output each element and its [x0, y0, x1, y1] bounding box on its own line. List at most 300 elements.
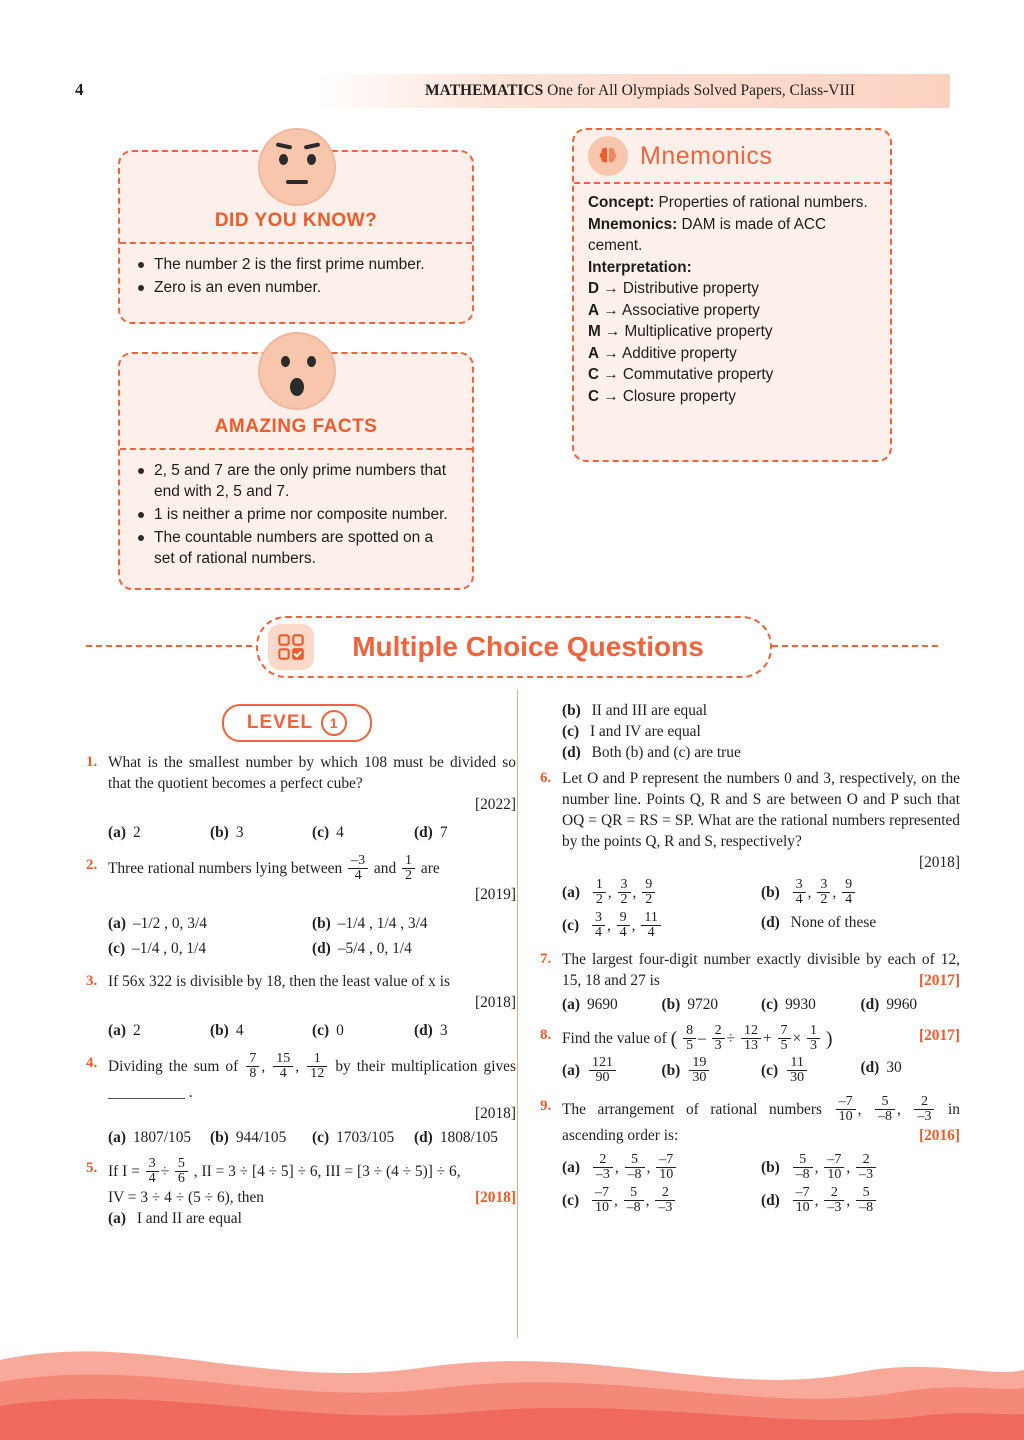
fraction-denominator: 10 [793, 1200, 813, 1215]
fraction [787, 1056, 807, 1085]
fraction [617, 911, 630, 940]
question-number: 7. [540, 951, 552, 967]
option-value: 1807/105 [132, 1129, 192, 1146]
fraction [712, 1024, 725, 1053]
fraction-denominator: 4 [617, 925, 630, 940]
option[interactable] [312, 938, 516, 959]
brain-icon [588, 136, 628, 176]
fraction-denominator: –3 [824, 1200, 844, 1215]
option-value: 3 [439, 1022, 448, 1039]
fraction [592, 911, 605, 940]
questions-left-column [86, 752, 516, 1236]
option[interactable] [210, 1020, 312, 1041]
question-item [540, 1096, 960, 1146]
option-value: –1/4 , 0, 1/4 [132, 940, 207, 957]
question-item [86, 1053, 516, 1124]
question-text-part: Dividing the sum of [108, 1058, 239, 1076]
option-label: (c) [761, 1062, 779, 1080]
mnemonic-line [588, 300, 878, 322]
mnemonic-line [588, 343, 878, 365]
fraction [824, 1153, 844, 1182]
fraction [856, 1153, 876, 1182]
option[interactable] [861, 1057, 961, 1086]
question-year: [2017] [918, 1027, 960, 1044]
fraction [593, 1153, 613, 1182]
option-label: (a) [562, 996, 580, 1013]
option-label: (b) [761, 1159, 780, 1177]
column-divider [517, 690, 518, 1338]
fraction [618, 878, 631, 907]
option[interactable]: (c) $\frac{3}{4}$ , $\frac{9}{4}$ , $\frac{11}{4}$ [562, 912, 761, 941]
mnemonic-line [588, 364, 878, 386]
option-label: (b) [661, 1062, 681, 1080]
mnemonics-text: DAM is made of ACC cement. [588, 215, 827, 254]
fraction [624, 1186, 644, 1215]
question-text-part: If I = [108, 1163, 140, 1181]
question-year: [2018] [918, 854, 960, 871]
question-text-part: The largest four-digit number exactly divisible by each of 12, 15, 18 and 27 is [562, 951, 960, 989]
fraction [836, 1095, 856, 1124]
option[interactable] [662, 1057, 762, 1086]
fraction [817, 878, 830, 907]
option-label: (c) [312, 824, 330, 841]
fraction-denominator: –8 [793, 1167, 813, 1182]
options-row [86, 913, 516, 934]
mnemonics-concept [588, 192, 878, 214]
option[interactable] [108, 822, 210, 843]
fraction-denominator: 2 [402, 868, 415, 883]
option-label: (b) [210, 1129, 229, 1146]
mnemonic-letter: C [588, 387, 600, 405]
fraction [656, 1153, 676, 1182]
fraction-numerator: 2 [661, 1185, 669, 1200]
expression-paren-close: ) [825, 1028, 833, 1050]
header-title [330, 74, 950, 108]
mnemonic-line [588, 386, 878, 408]
option-label: (b) [761, 884, 780, 902]
option-label: (a) [108, 824, 126, 841]
interpretation-label: Interpretation: [588, 258, 692, 276]
option[interactable] [414, 822, 516, 843]
mnemonics-body [574, 184, 890, 417]
option-value: 944/105 [235, 1129, 287, 1146]
level-label: LEVEL [246, 712, 314, 733]
level-number: 1 [321, 710, 347, 736]
mcq-banner-title: Multiple Choice Questions [352, 631, 704, 662]
option-label: (c) [562, 1192, 580, 1210]
options-row [540, 1057, 960, 1086]
fraction-denominator: 4 [641, 925, 660, 940]
question-number: 6. [540, 770, 552, 786]
fraction-numerator: 19 [692, 1055, 707, 1070]
mnemonic-meaning: Closure property [622, 387, 736, 405]
question-number: 4. [86, 1055, 98, 1071]
fraction-numerator: 9 [645, 877, 653, 892]
fraction [689, 1056, 709, 1085]
option-value: –1/2 , 0, 3/4 [132, 915, 207, 932]
fraction-denominator: –3 [856, 1167, 876, 1182]
fraction-denominator: –3 [655, 1200, 675, 1215]
fraction-denominator: 30 [787, 1070, 807, 1085]
fraction-numerator: 2 [830, 1185, 838, 1200]
option-label: (c) [312, 1129, 330, 1146]
fraction [655, 1186, 675, 1215]
concept-label: Concept: [588, 194, 655, 211]
fraction [589, 1056, 616, 1085]
fraction-denominator: 2 [618, 892, 631, 907]
question-number: 9. [540, 1098, 552, 1114]
did-you-know-title: DID YOU KNOW? [214, 210, 378, 231]
question-year: [2022] [474, 796, 516, 813]
fraction-numerator: 2 [920, 1094, 928, 1109]
question-year: [2017] [918, 972, 960, 989]
option-value: 1808/105 [439, 1129, 498, 1146]
fraction-numerator: 5 [630, 1185, 638, 1200]
fraction-denominator: 12 [307, 1066, 327, 1081]
option[interactable] [312, 822, 414, 843]
checklist-icon [268, 624, 314, 670]
thinking-face-icon [258, 128, 336, 206]
options-row [540, 879, 960, 908]
list-item: 2, 5 and 7 are the only prime numbers that end with 2, 5 and 7. [154, 460, 458, 502]
question-text: If I = $\frac{3}{4}$ ÷ $\frac{5}{6}$ , II = 3 ÷ [4 ÷ 5] ÷ 6, III = [3 ÷ (4 ÷ 5)] ÷ 6, [108, 1156, 461, 1186]
question-item [540, 768, 960, 873]
mnemonics-phrase [588, 214, 878, 257]
option-value: 2 [132, 1022, 141, 1039]
did-you-know-divider [120, 242, 472, 244]
fraction-numerator: 15 [276, 1051, 291, 1066]
option[interactable] [108, 913, 312, 934]
fraction [741, 1024, 761, 1053]
fraction-numerator: 7 [249, 1051, 257, 1066]
fraction [856, 1186, 876, 1215]
fraction-numerator: 1 [405, 853, 413, 868]
fraction [246, 1052, 259, 1081]
option-label: (c) [562, 723, 580, 740]
level-badge [222, 704, 372, 742]
fraction-denominator: –3 [914, 1109, 934, 1124]
question-text-part: and [373, 860, 397, 878]
expression-paren-open: ( [670, 1028, 678, 1050]
mnemonic-letter: A [588, 344, 600, 362]
fraction-numerator: –3 [351, 853, 366, 868]
header-title-rest: One for All Olympiads Solved Papers, Class-VIII [547, 82, 855, 99]
options-row [86, 938, 516, 959]
option-value: I and II are equal [136, 1210, 242, 1227]
option[interactable] [210, 1127, 312, 1148]
fraction-numerator: 1 [313, 1051, 321, 1066]
option[interactable]: (b) $\frac{3}{4}$ , $\frac{3}{2}$ , $\frac{9}{4}$ [761, 879, 960, 908]
fraction-numerator: 2 [862, 1152, 870, 1167]
page-header [75, 74, 950, 108]
fraction [914, 1095, 934, 1124]
question-text-part: , II = 3 ÷ [4 ÷ 5] ÷ 6, III = [3 ÷ (4 ÷ 5)] ÷ 6, [193, 1163, 461, 1181]
fraction [683, 1024, 696, 1053]
question-text-part: Three rational numbers lying between [108, 860, 343, 878]
fraction [307, 1052, 327, 1081]
question-line-2 [86, 1187, 516, 1208]
option-value: 30 [886, 1059, 902, 1076]
option-value: II and III are equal [591, 702, 708, 719]
question-item [86, 855, 516, 905]
fraction-numerator: 2 [714, 1023, 722, 1038]
fraction-numerator: 11 [790, 1055, 804, 1070]
option[interactable] [540, 721, 960, 742]
fraction-numerator: 5 [799, 1152, 807, 1167]
option-label: (c) [761, 996, 779, 1013]
question-number: 2. [86, 857, 98, 873]
fraction-numerator: 7 [780, 1023, 788, 1038]
options-row [86, 1020, 516, 1041]
fraction-numerator: –7 [659, 1152, 674, 1167]
fraction-denominator: 4 [842, 892, 855, 907]
option-label: (d) [562, 744, 581, 761]
fraction-numerator: 5 [881, 1094, 889, 1109]
question-item [86, 1158, 516, 1229]
option-label: (a) [108, 1022, 126, 1039]
list-item: The countable numbers are spotted on a set of rational numbers. [154, 527, 458, 569]
fraction-denominator: 90 [589, 1070, 616, 1085]
fraction-denominator: 10 [656, 1167, 676, 1182]
option-label: (d) [761, 1192, 780, 1210]
list-item: The number 2 is the first prime number. [154, 254, 458, 275]
arrow-icon: → [603, 280, 619, 297]
fraction-denominator: 10 [824, 1167, 844, 1182]
option[interactable]: (d) $\frac{-7}{10}$ , $\frac{2}{-3}$ , $\frac{5}{-8}$ [761, 1187, 960, 1216]
options-row [86, 1127, 516, 1148]
fraction-numerator: 11 [644, 910, 658, 925]
fraction [641, 911, 660, 940]
page-number: 4 [75, 80, 84, 99]
fraction-numerator: –7 [795, 1185, 810, 1200]
questions-right-column [540, 700, 960, 1220]
option[interactable] [108, 938, 312, 959]
option[interactable] [210, 822, 312, 843]
question-item [86, 752, 516, 815]
fraction-numerator: –7 [827, 1152, 842, 1167]
mnemonics-title: Mnemonics [640, 141, 773, 170]
fraction-numerator: 3 [795, 877, 803, 892]
question-number: 3. [86, 973, 98, 989]
option[interactable]: (c) $\frac{-7}{10}$ , $\frac{5}{-8}$ , $\frac{2}{-3}$ [562, 1187, 761, 1216]
question-number: 8. [540, 1027, 552, 1043]
fraction [793, 1186, 813, 1215]
concept-text: Properties of rational numbers. [658, 194, 868, 211]
fraction-denominator: –8 [625, 1167, 645, 1182]
option-value: 9930 [785, 996, 816, 1013]
fraction [842, 878, 855, 907]
option[interactable] [562, 994, 662, 1015]
option-label: (b) [210, 824, 229, 841]
fraction-numerator: 1 [810, 1023, 818, 1038]
question-text-part: IV = 3 ÷ 4 ÷ (5 ÷ 6), then [108, 1189, 264, 1206]
option[interactable] [108, 1020, 210, 1041]
option-label: (c) [312, 1022, 330, 1039]
option[interactable] [861, 994, 961, 1015]
header-title-bold: MATHEMATICS [425, 82, 544, 99]
question-item [86, 971, 516, 1013]
option-label: (d) [414, 1129, 433, 1146]
option-label: (d) [414, 824, 433, 841]
option[interactable]: (b) $\frac{5}{-8}$ , $\frac{-7}{10}$ , $\frac{2}{-3}$ [761, 1154, 960, 1183]
option-value: 1703/105 [336, 1129, 395, 1146]
options-row [540, 1154, 960, 1183]
option-label: (b) [312, 915, 331, 932]
arrow-icon: → [605, 323, 621, 340]
option-value: I and IV are equal [589, 723, 701, 740]
mnemonic-meaning: Multiplicative property [624, 323, 773, 340]
arrow-icon: → [603, 366, 619, 383]
fraction-numerator: 5 [862, 1185, 870, 1200]
options-row [540, 912, 960, 941]
fraction-numerator: –7 [838, 1094, 853, 1109]
option-value: None of these [790, 914, 877, 931]
option[interactable] [562, 1057, 662, 1086]
fraction-denominator: 3 [712, 1038, 725, 1053]
fraction [778, 1024, 791, 1053]
fraction [875, 1095, 895, 1124]
fraction-numerator: 1 [595, 877, 603, 892]
question-text: Find the value of ( $\frac{8}{5}$ – $\frac{2}{3}$ ÷ $\frac{12}{13}$ + $\frac{7}{5}$ × $\frac{1}{3}$ ) [2017] [562, 1023, 960, 1053]
question-year: [2018] [474, 994, 516, 1011]
fraction-denominator: 5 [778, 1038, 791, 1053]
banner-rule-right [762, 645, 938, 647]
fraction-numerator: 121 [591, 1055, 613, 1070]
question-text: Dividing the sum of $\frac{7}{8}$ , $\frac{15}{4}$ , $\frac{1}{12}$ by their multiplication gives __________ . [108, 1051, 516, 1101]
amazing-facts-title: AMAZING FACTS [214, 416, 378, 437]
fraction [793, 1153, 813, 1182]
option-value: Both (b) and (c) are true [591, 744, 741, 761]
mnemonics-box [572, 128, 892, 462]
mnemonic-meaning: Additive property [622, 344, 737, 362]
options-row [540, 994, 960, 1015]
fraction-numerator: 12 [743, 1023, 758, 1038]
arrow-icon: → [603, 387, 619, 405]
mnemonic-letter: A [588, 301, 600, 319]
interpretation-label-row [588, 257, 878, 279]
fraction [402, 854, 415, 883]
list-item: Zero is an even number. [154, 277, 458, 298]
fraction [625, 1153, 645, 1182]
fraction-numerator: 2 [599, 1152, 607, 1167]
option[interactable] [86, 1208, 516, 1229]
fraction-denominator: 4 [146, 1171, 159, 1186]
mnemonics-header [574, 130, 890, 182]
mnemonic-meaning: Commutative property [622, 366, 774, 383]
fraction-denominator: –3 [593, 1167, 613, 1182]
option-label: (a) [562, 884, 580, 902]
mnemonic-line [588, 321, 878, 343]
amazing-facts-divider [120, 448, 472, 450]
fraction-numerator: 9 [619, 910, 627, 925]
option-label: (b) [562, 702, 581, 719]
list-item: 1 is neither a prime nor composite number. [154, 504, 458, 525]
question-text-part: The arrangement of rational numbers [562, 1101, 822, 1119]
option-label: (b) [210, 1022, 229, 1039]
question-text: What is the smallest number by which 108 must be divided so that the quotient becomes a perfect cube? [108, 754, 516, 792]
question-text-part: Find the value of [562, 1030, 667, 1048]
option-value: 2 [132, 824, 141, 841]
fraction [593, 878, 606, 907]
option[interactable] [540, 742, 960, 763]
mnemonics-label: Mnemonics: [588, 215, 678, 233]
question-text [540, 949, 960, 991]
option-label: (d) [860, 1059, 880, 1076]
fraction-denominator: 10 [836, 1109, 856, 1124]
question-year: [2018] [474, 1105, 516, 1122]
question-text-part: in ascending order is: [562, 1101, 960, 1144]
option[interactable] [108, 1127, 210, 1148]
option-label: (d) [414, 1022, 433, 1039]
option-label: (d) [860, 996, 880, 1013]
fraction [175, 1157, 188, 1186]
question-text-part: by their multiplication gives __________ . [108, 1058, 516, 1101]
option[interactable] [414, 1020, 516, 1041]
fraction-denominator: 30 [689, 1070, 709, 1085]
fraction [592, 1186, 612, 1215]
option[interactable] [312, 913, 516, 934]
option[interactable] [761, 994, 861, 1015]
fraction-numerator: 5 [177, 1156, 185, 1171]
option-label: (a) [108, 915, 126, 932]
fraction-denominator: 2 [817, 892, 830, 907]
options-row [540, 1187, 960, 1216]
option[interactable] [662, 994, 762, 1015]
option[interactable] [761, 912, 960, 941]
fraction-numerator: 5 [631, 1152, 639, 1167]
fraction-denominator: –8 [875, 1109, 895, 1124]
fraction-denominator: 4 [348, 868, 368, 883]
mnemonic-meaning: Associative property [622, 301, 760, 319]
fraction [642, 878, 655, 907]
fraction-denominator: 3 [807, 1038, 820, 1053]
fraction-denominator: 10 [592, 1200, 612, 1215]
option-label: (d) [312, 940, 331, 957]
option[interactable] [540, 700, 960, 721]
mnemonic-letter: C [588, 366, 600, 383]
option-label: (a) [562, 1159, 580, 1177]
option[interactable] [312, 1127, 414, 1148]
option[interactable] [312, 1020, 414, 1041]
option[interactable]: (a) $\frac{2}{-3}$ , $\frac{5}{-8}$ , $\frac{-7}{10}$ [562, 1154, 761, 1183]
option[interactable] [761, 1057, 861, 1086]
fraction-numerator: 8 [686, 1023, 694, 1038]
option-value: –1/4 , 1/4 , 3/4 [337, 915, 428, 932]
banner-rule-left [86, 645, 262, 647]
option-value: 4 [336, 824, 344, 841]
mnemonic-letter: M [588, 323, 601, 340]
option-value: 0 [336, 1022, 344, 1039]
question-year: [2018] [474, 1189, 516, 1206]
fraction [807, 1024, 820, 1053]
question-item [540, 1025, 960, 1054]
question-text: Let O and P represent the numbers 0 and 3, respectively, on the number line. Points Q, R and S are between O and P such that OQ = QR = RS = SP. What are the rational numbers represented by the points Q, R and S, respectively? [562, 770, 960, 850]
option-label: (a) [108, 1129, 126, 1146]
option[interactable]: (a) $\frac{1}{2}$ , $\frac{3}{2}$ , $\frac{9}{2}$ [562, 879, 761, 908]
fraction-numerator: 3 [820, 877, 828, 892]
fraction-numerator: –7 [594, 1185, 609, 1200]
option-label: (b) [661, 996, 681, 1013]
fraction-numerator: 9 [845, 877, 853, 892]
option[interactable] [414, 1127, 516, 1148]
fraction [146, 1157, 159, 1186]
fraction-numerator: 3 [594, 910, 602, 925]
question-text [86, 855, 516, 884]
question-text-part: are [420, 860, 440, 878]
option-label: (a) [562, 1062, 580, 1080]
option-label: (c) [562, 917, 580, 935]
fraction-denominator: –8 [624, 1200, 644, 1215]
